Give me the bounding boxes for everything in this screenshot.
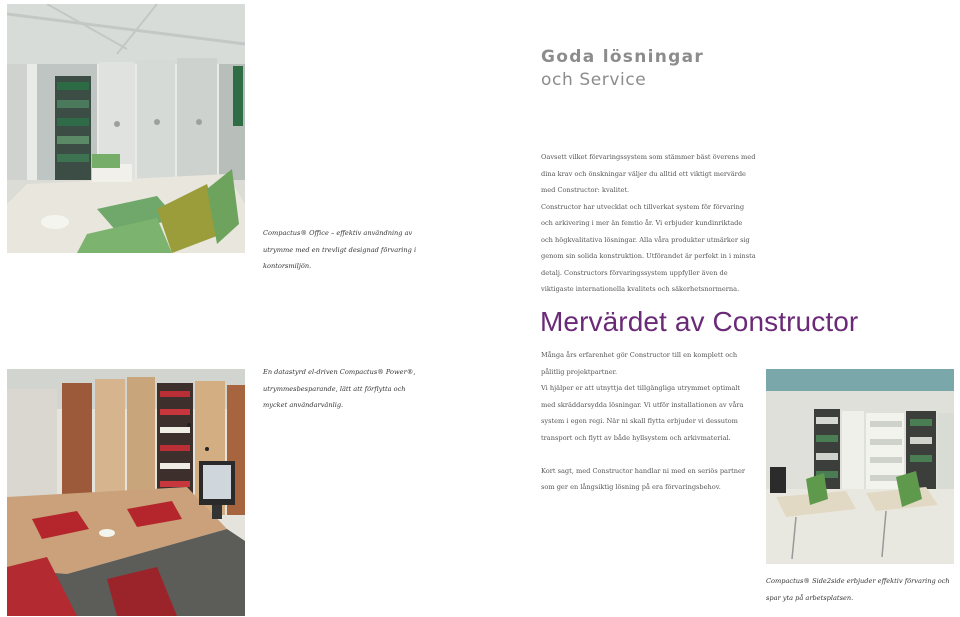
mervarde-paragraph: Vi hjälper er att utnyttja det tillgängliga utrymmet optimalt med skräddarsydda lösningar. Vi utför installationen av våra system i egen regi. När ni skall flytta erbjuder vi dessutom transport och flytt av både hyllsystem och arkivmaterial. xyxy=(541,384,744,442)
photo-compactus-side2side xyxy=(766,369,954,564)
page-title-line1: Goda lösningar xyxy=(541,47,705,67)
intro-paragraph: Constructor har utvecklat och tillverkat system för förvaring och arkivering i mer än femtio år. Vi erbjuder kundinriktade och högkvalitativa lösningar. Alla våra produkter utmärker sig genom sin solida konstruktion. Utförandet är perfekt in i minsta detalj. Constructors förvaringssystem uppfyller även de viktigaste internationella kvalitets och säkerhetsnormerna. xyxy=(541,202,756,293)
photo-compactus-office xyxy=(7,4,245,253)
intro-text xyxy=(541,149,756,298)
caption-compactus-office: Compactus® Office – effektiv användning av utrymme med en trevligt designad förvaring i kontorsmiljön. xyxy=(263,229,417,270)
section-heading: Mervärdet av Constructor xyxy=(540,306,859,337)
intro-paragraph: Oavsett vilket förvaringssystem som stämmer bäst överens med dina krav och önskningar väljer du alltid ett viktigt mervärde med Constructor: kvalitet. xyxy=(541,153,756,194)
page-title-line2: och Service xyxy=(541,70,647,90)
caption-compactus-side2side: Compactus® Side2side erbjuder effektiv förvaring och spar yta på arbetsplatsen. xyxy=(766,577,950,602)
caption-compactus-power: En datastyrd el-driven Compactus® Power®, utrymmesbesparande, lätt att förflytta och mycket användarvänlig. xyxy=(263,368,416,409)
mervarde-text xyxy=(541,347,756,496)
mervarde-paragraph: Många års erfarenhet gör Constructor till en komplett och pålitlig projektpartner. xyxy=(541,351,738,376)
mervarde-paragraph: Kort sagt, med Constructor handlar ni med en seriös partner som ger en långsiktig lösning på era förvaringsbehov. xyxy=(541,466,746,491)
photo-compactus-power xyxy=(7,369,245,616)
